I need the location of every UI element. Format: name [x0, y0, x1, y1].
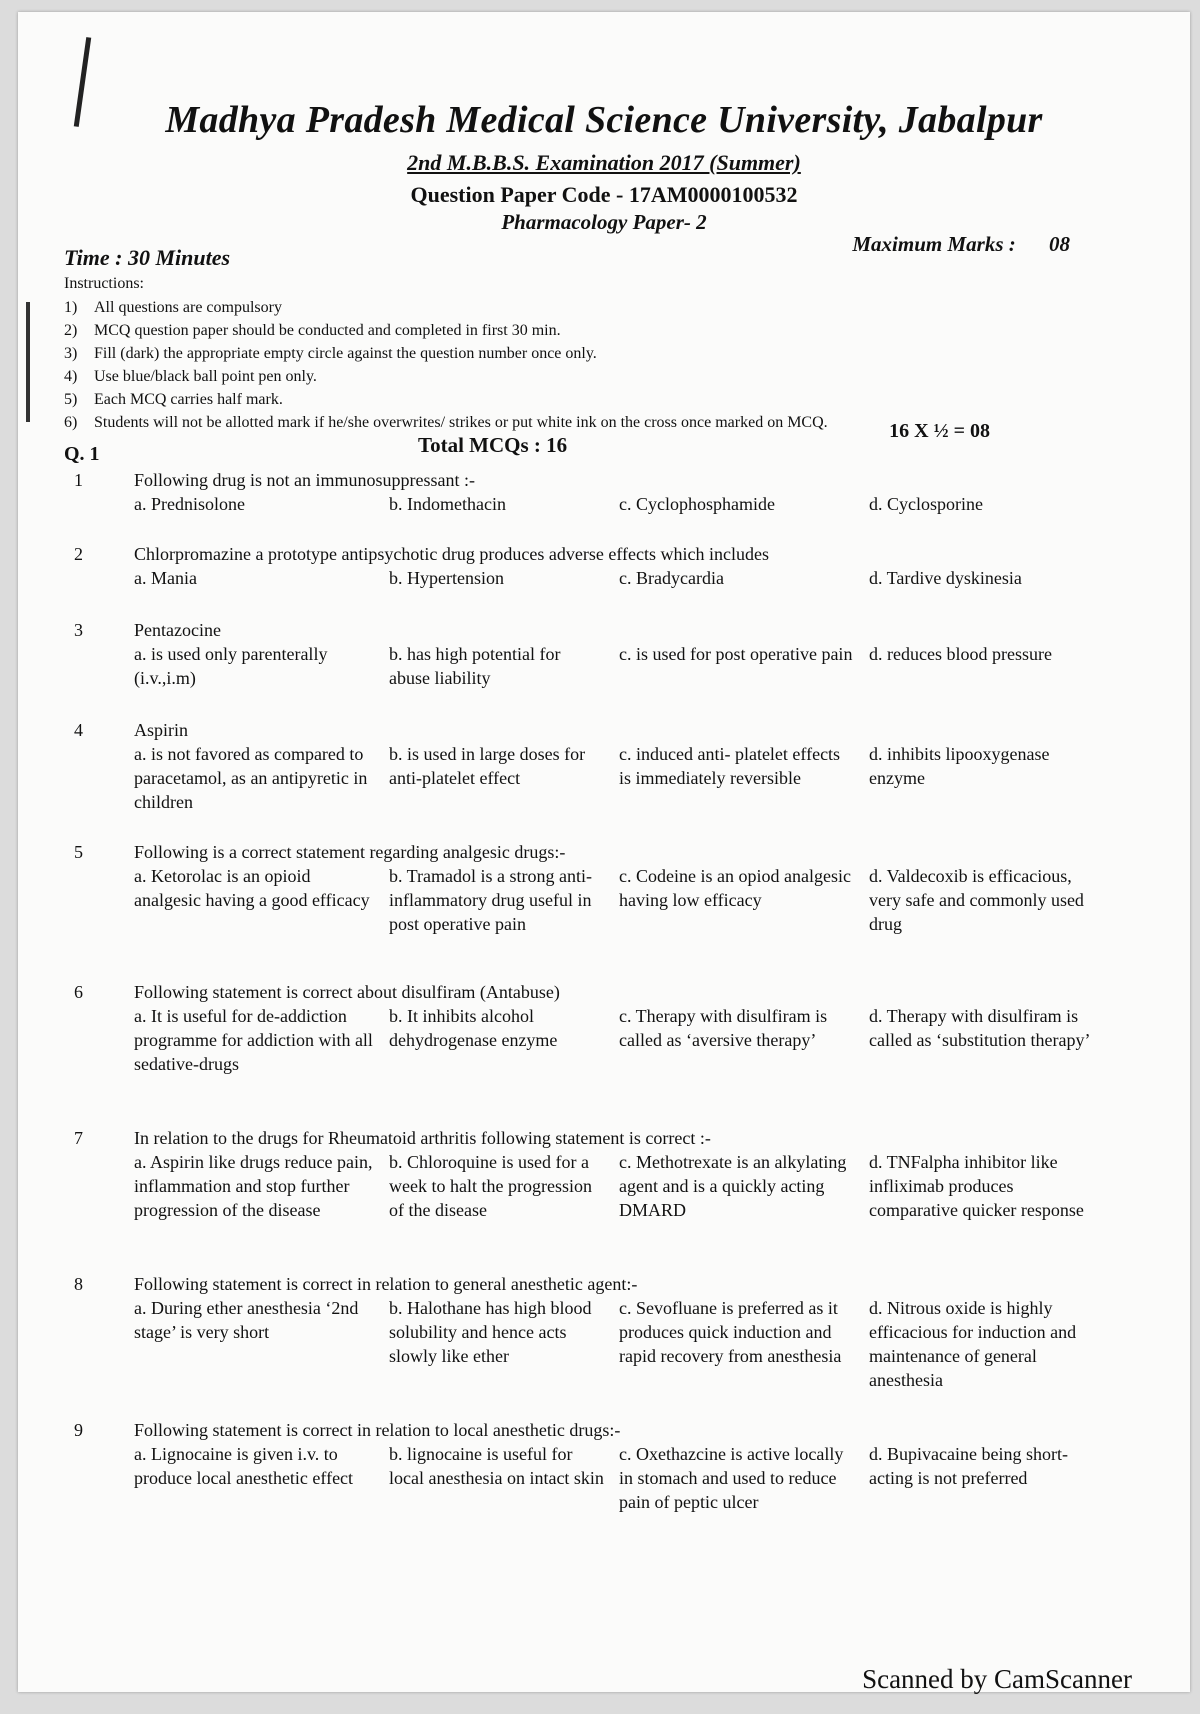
question-stem: In relation to the drugs for Rheumatoid arthritis following statement is correct :-	[134, 1128, 711, 1148]
exam-title: 2nd M.B.B.S. Examination 2017 (Summer)	[407, 150, 801, 175]
paper-name: Pharmacology Paper- 2	[501, 210, 707, 234]
option-c: c. Sevofluane is preferred as it produces quick induction and rapid recovery from anesthesia	[619, 1298, 842, 1366]
instruction-text: Fill (dark) the appropriate empty circle against the question number once only.	[94, 345, 597, 362]
question-stem: Pentazocine	[134, 620, 221, 640]
question-stem: Following drug is not an immunosuppressant :-	[134, 470, 475, 490]
instruction-text: Use blue/black ball point pen only.	[94, 368, 317, 385]
max-marks	[852, 232, 1070, 257]
option-c: c. is used for post operative pain	[619, 644, 853, 664]
question-number: 5	[74, 842, 83, 862]
instruction-text: Each MCQ carries half mark.	[94, 391, 283, 408]
instruction-number: 4)	[64, 368, 78, 385]
instruction-number: 6)	[64, 414, 78, 431]
time-limit: Time : 30 Minutes	[64, 245, 231, 270]
instruction-item	[64, 342, 828, 365]
option-c: c. induced anti- platelet effects is immediately reversible	[619, 744, 841, 788]
option-b: b. is used in large doses for anti-platelet effect	[389, 744, 586, 788]
option-d: d. Valdecoxib is efficacious, very safe and commonly used drug	[869, 866, 1084, 934]
question-stem: Aspirin	[134, 720, 188, 740]
university-title: Madhya Pradesh Medical Science University, Jabalpur	[165, 99, 1043, 141]
total-mcqs: Total MCQs : 16	[418, 433, 568, 457]
question-number: 7	[74, 1128, 83, 1148]
exam-header	[18, 98, 1190, 235]
option-c: c. Cyclophosphamide	[619, 494, 775, 514]
option-d: d. reduces blood pressure	[869, 644, 1052, 664]
question-stem: Chlorpromazine a prototype antipsychotic drug produces adverse effects which includes	[134, 544, 769, 564]
option-a: a. Ketorolac is an opioid analgesic having a good efficacy	[134, 866, 370, 910]
marks-calculation: 16 X ½ = 08	[889, 420, 990, 442]
question-number: 4	[74, 720, 83, 740]
option-a: a. is used only parenterally (i.v.,i.m)	[134, 644, 328, 688]
instruction-item	[64, 388, 828, 411]
option-b: b. has high potential for abuse liability	[389, 644, 561, 688]
instruction-number: 3)	[64, 345, 78, 362]
section-label: Q. 1	[64, 443, 100, 465]
instructions-list	[64, 296, 828, 434]
question-number: 8	[74, 1274, 83, 1294]
option-d: d. Nitrous oxide is highly efficacious for induction and maintenance of general anesthesia	[869, 1298, 1077, 1390]
option-c: c. Codeine is an opiod analgesic having low efficacy	[619, 866, 851, 910]
option-b: b. lignocaine is useful for local anesthesia on intact skin	[389, 1444, 604, 1488]
max-marks-value: 08	[1049, 232, 1070, 256]
instruction-number: 2)	[64, 322, 78, 339]
option-b: b. Halothane has high blood solubility and hence acts slowly like ether	[389, 1298, 592, 1366]
option-b: b. Tramadol is a strong anti-inflammatory drug useful in post operative pain	[389, 866, 592, 934]
option-b: b. Chloroquine is used for a week to halt the progression of the disease	[389, 1152, 592, 1220]
question-number: 2	[74, 544, 83, 564]
question-number: 6	[74, 982, 83, 1002]
question-number: 9	[74, 1420, 83, 1440]
option-d: d. Therapy with disulfiram is called as ‘substitution therapy’	[869, 1006, 1091, 1050]
option-b: b. It inhibits alcohol dehydrogenase enzyme	[389, 1006, 558, 1050]
instructions-title: Instructions:	[64, 275, 144, 292]
option-c: c. Methotrexate is an alkylating agent and is a quickly acting DMARD	[619, 1152, 847, 1220]
instruction-item	[64, 411, 828, 434]
option-b: b. Hypertension	[389, 568, 504, 588]
scanner-watermark: Scanned by CamScanner	[862, 1664, 1132, 1694]
option-d: d. Bupivacaine being short-acting is not preferred	[869, 1444, 1068, 1488]
instruction-number: 1)	[64, 299, 78, 316]
option-a: a. During ether anesthesia ‘2nd stage’ is very short	[134, 1298, 359, 1342]
option-a: a. Mania	[134, 568, 197, 588]
max-marks-label: Maximum Marks :	[852, 232, 1016, 256]
instruction-item	[64, 296, 828, 319]
option-b: b. Indomethacin	[389, 494, 506, 514]
option-a: a. Lignocaine is given i.v. to produce local anesthetic effect	[134, 1444, 354, 1488]
instruction-item	[64, 319, 828, 342]
instruction-text: MCQ question paper should be conducted and completed in first 30 min.	[94, 322, 561, 339]
option-d: d. inhibits lipooxygenase enzyme	[869, 744, 1050, 788]
scanned-page	[18, 12, 1190, 1692]
question-stem: Following is a correct statement regarding analgesic drugs:-	[134, 842, 566, 862]
instruction-text: Students will not be allotted mark if he/she overwrites/ strikes or put white ink on the cross once marked on MCQ.	[94, 414, 828, 431]
question-number: 3	[74, 620, 83, 640]
instruction-item	[64, 365, 828, 388]
option-c: c. Oxethazcine is active locally in stomach and used to reduce pain of peptic ulcer	[619, 1444, 844, 1512]
option-a: a. Prednisolone	[134, 494, 245, 514]
option-d: d. Cyclosporine	[869, 494, 983, 514]
option-c: c. Therapy with disulfiram is called as ‘aversive therapy’	[619, 1006, 828, 1050]
instruction-number: 5)	[64, 391, 78, 408]
option-d: d. TNFalpha inhibitor like infliximab produces comparative quicker response	[869, 1152, 1084, 1220]
question-stem: Following statement is correct in relation to general anesthetic agent:-	[134, 1274, 638, 1294]
paper-code: Question Paper Code - 17AM0000100532	[410, 182, 798, 207]
option-a: a. Aspirin like drugs reduce pain, inflammation and stop further progression of the disease	[134, 1152, 373, 1220]
option-d: d. Tardive dyskinesia	[869, 568, 1022, 588]
option-a: a. It is useful for de-addiction programme for addiction with all sedative-drugs	[134, 1006, 373, 1074]
instruction-text: All questions are compulsory	[94, 299, 282, 316]
question-stem: Following statement is correct about disulfiram (Antabuse)	[134, 982, 560, 1002]
question-number: 1	[74, 470, 83, 490]
option-a: a. is not favored as compared to paracetamol, as an antipyretic in children	[134, 744, 368, 812]
option-c: c. Bradycardia	[619, 568, 724, 588]
question-stem: Following statement is correct in relation to local anesthetic drugs:-	[134, 1420, 621, 1440]
edge-shadow	[26, 302, 30, 422]
